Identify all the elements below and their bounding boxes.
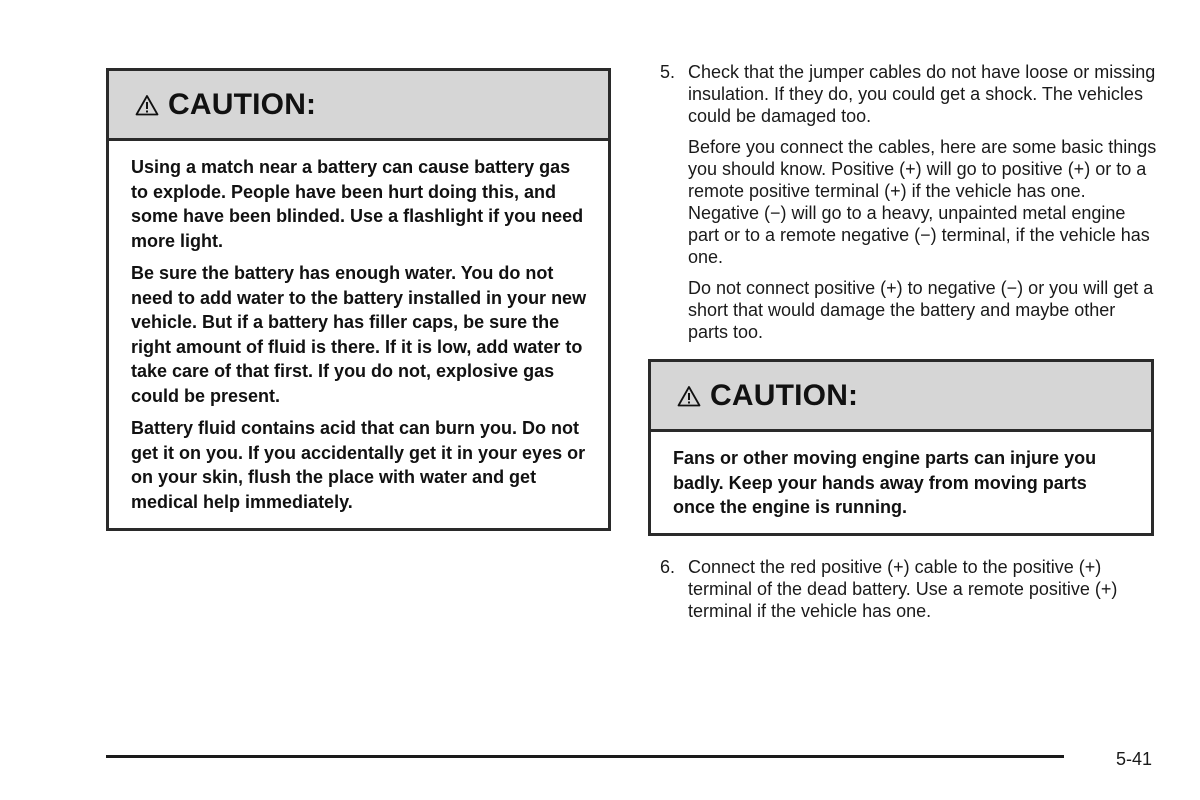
caution-paragraph: Battery fluid contains acid that can burn you. Do not get it on you. If you accidentally get it in your eyes or on your skin, flush the place with water and get medical help immediately. [131, 418, 586, 512]
caution-box-battery [106, 68, 611, 531]
step-paragraph: Before you connect the cables, here are some basic things you should know. Positive (+) will go to positive (+) or to a remote positive terminal (+) if the vehicle has one. Negative (−) will go to a heavy, unpainted metal engine part or to a remote negative (−) terminal, if the vehicle has one. [688, 137, 1157, 267]
warning-triangle-icon [135, 94, 159, 116]
caution-body [109, 141, 608, 514]
caution-title: CAUTION: [168, 87, 317, 121]
warning-triangle-icon [677, 385, 701, 407]
caution-paragraph: Fans or other moving engine parts can injure you badly. Keep your hands away from moving parts once the engine is running. [673, 448, 1097, 517]
step-5 [660, 61, 1160, 352]
step-6 [660, 556, 1160, 631]
page-number: 5-41 [1116, 749, 1153, 769]
caution-paragraph: Using a match near a battery can cause battery gas to explode. People have been hurt doing this, and some have been blinded. Use a flashlight if you need more light. [131, 157, 584, 251]
step-number: 6. [660, 557, 676, 577]
caution-title: CAUTION: [710, 378, 859, 412]
step-text: Connect the red positive (+) cable to the positive (+) terminal of the dead battery. Use a remote positive (+) terminal if the vehicle has one. [688, 557, 1118, 621]
caution-box-moving-parts [648, 359, 1154, 536]
footer-rule [106, 755, 1064, 758]
step-number: 5. [660, 62, 676, 82]
caution-header [651, 362, 1151, 432]
caution-header [109, 71, 608, 141]
caution-paragraph: Be sure the battery has enough water. You do not need to add water to the battery installed in your new vehicle. But if a battery has filler caps, be sure the right amount of fluid is there. If it is low, add water to take care of that first. If you do not, explosive gas could be present. [131, 263, 587, 406]
step-text: Check that the jumper cables do not have loose or missing insulation. If they do, you could get a shock. The vehicles could be damaged too. [688, 62, 1156, 126]
step-paragraph: Do not connect positive (+) to negative (−) or you will get a short that would damage the battery and maybe other parts too. [688, 278, 1154, 342]
caution-body [651, 432, 1151, 520]
